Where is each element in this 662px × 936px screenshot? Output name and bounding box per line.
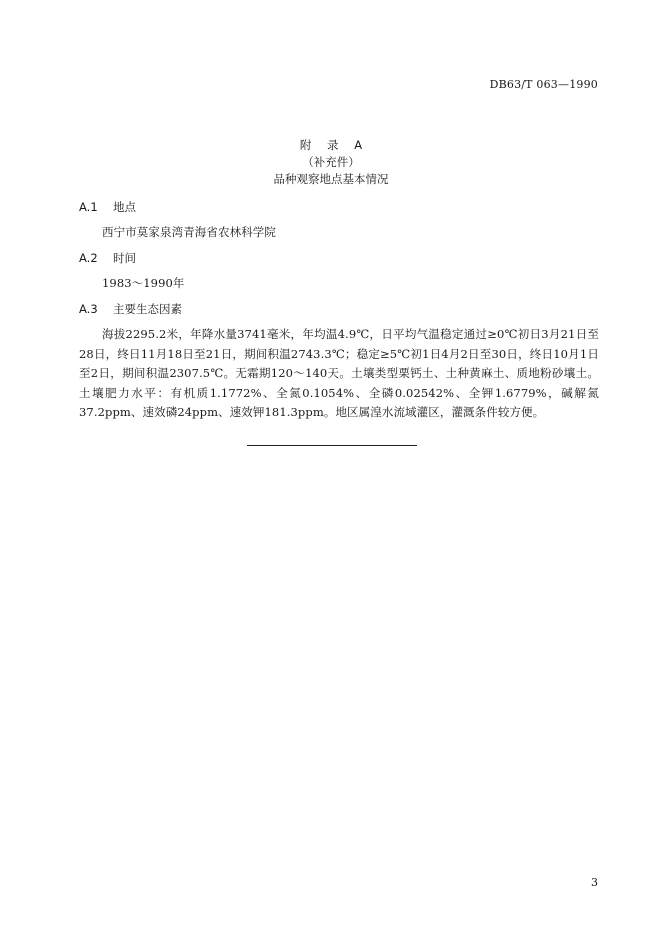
section-body-a2: 1983～1990年 (102, 276, 185, 290)
appendix-supplement-label: （补充件） (302, 155, 360, 169)
appendix-title-block (0, 137, 662, 188)
section-body-a1: 西宁市莫家泉湾青海省农林科学院 (102, 225, 276, 239)
appendix-main-title: 品种观察地点基本情况 (273, 172, 389, 186)
section-number: A.2 (79, 251, 98, 265)
section-heading-text: 时间 (113, 251, 136, 265)
section-number: A.1 (79, 200, 98, 214)
section-heading-a2 (79, 250, 136, 266)
appendix-label: 附 录 A (299, 138, 369, 152)
section-heading-a1 (79, 199, 136, 215)
section-number: A.3 (79, 302, 98, 316)
page-number: 3 (591, 876, 598, 889)
document-code: DB63/T 063—1990 (489, 78, 598, 91)
section-heading-a3 (79, 301, 182, 317)
section-heading-text: 地点 (113, 200, 136, 214)
section-heading-text: 主要生态因素 (113, 302, 182, 316)
section-body-a3: 海拔2295.2米，年降水量3741毫米，年均温4.9℃，日平均气温稳定通过≥0℃初日3月21日至28日，终日11月18日至21日，期间积温2743.3℃；稳定≥5℃初1日4月2日至30日，终日10月1日至2日，期间积温2307.5℃。无霜期120～140天。土壤类型栗钙土、土种黄麻土、质地粉砂壤土。土壤肥力水平：有机质1.1772%、全氮0.1054%、全磷0.02542%、全钾1.6779%，碱解氮37.2ppm、速效磷24ppm、速效钾181.3ppm。地区属湟水流域灌区，灌溉条件较方便。 (79, 327, 599, 419)
end-rule (247, 445, 417, 446)
